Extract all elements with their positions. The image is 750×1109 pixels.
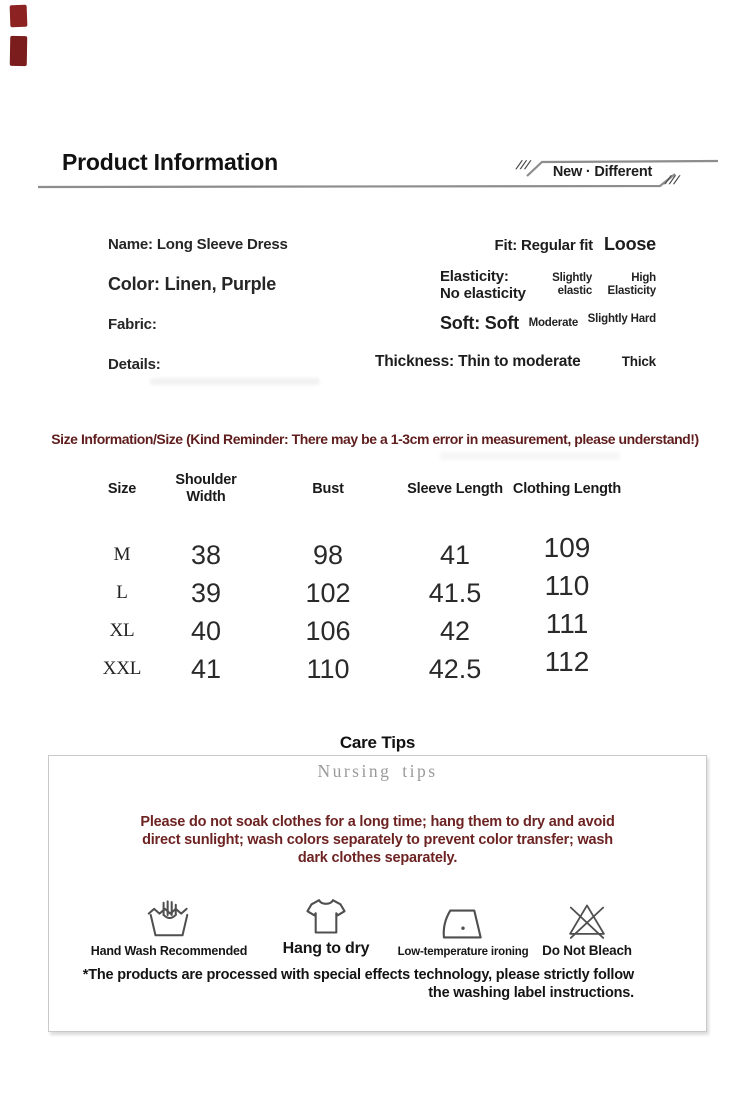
cell-shoulder: 39 xyxy=(190,577,222,608)
nursing-tips-subtitle: Nursing tips xyxy=(317,761,438,781)
attr-soft-opt2: Slightly Hard xyxy=(587,313,656,325)
attr-elasticity-opt1: Slightly elastic xyxy=(552,272,593,298)
cell-length: 109 xyxy=(543,532,591,563)
page-title: Product Information xyxy=(62,149,278,175)
attr-details: Details: xyxy=(108,356,161,373)
attr-thickness: Thickness: Thin to moderate xyxy=(375,353,581,370)
cell-sleeve: 42.5 xyxy=(428,653,482,684)
cell-size: XL xyxy=(109,620,135,641)
care-footnote-line2: the washing label instructions. xyxy=(428,985,634,1002)
cell-length: 111 xyxy=(545,608,589,639)
col-header-length: Clothing Length xyxy=(512,481,622,497)
cell-shoulder: 40 xyxy=(190,615,222,646)
cell-length: 112 xyxy=(544,646,590,677)
cell-sleeve: 42 xyxy=(439,615,471,646)
care-item-label: Hand Wash Recommended xyxy=(90,944,248,958)
ghost-smudge xyxy=(150,378,320,385)
table-row xyxy=(82,646,630,688)
cell-shoulder: 38 xyxy=(190,539,222,570)
attr-thickness-row xyxy=(375,353,656,371)
hang-dry-icon xyxy=(304,895,348,940)
cell-bust: 106 xyxy=(305,615,351,646)
corner-stamp xyxy=(10,36,28,66)
size-notice: Size Information/Size (Kind Reminder: There may be a 1-3cm error in measurement, please understand!) xyxy=(51,431,699,447)
ghost-smudge xyxy=(440,452,620,460)
col-header-size: Size xyxy=(107,481,137,497)
care-footnote xyxy=(67,966,634,1002)
cell-bust: 102 xyxy=(305,577,351,608)
attr-soft-opt1: Moderate xyxy=(528,317,579,329)
attr-elasticity-opt2: High Elasticity xyxy=(607,272,656,298)
care-warning-text: Please do not soak clothes for a long time; hang them to dry and avoid direct sunlight; wash colors separately to prevent color transfer; wash dark clothes separately. xyxy=(140,814,615,867)
care-item-hand-wash xyxy=(90,894,248,958)
slash-decoration: /// xyxy=(663,173,682,187)
care-tips-title: Care Tips xyxy=(324,733,431,753)
cell-sleeve: 41 xyxy=(439,539,471,570)
care-item-no-bleach xyxy=(512,894,662,958)
hand-wash-icon xyxy=(146,897,192,944)
new-different-badge: New · Different xyxy=(552,164,653,180)
care-item-label: Low-temperature ironing xyxy=(397,946,529,958)
attr-fabric: Fabric: xyxy=(108,316,157,333)
cell-size: M xyxy=(113,544,131,565)
care-item-hang-dry xyxy=(251,894,401,958)
attr-color: Color: Linen, Purple xyxy=(108,274,277,294)
col-header-sleeve: Sleeve Length xyxy=(407,481,503,497)
corner-stamp xyxy=(10,5,28,28)
cell-size: L xyxy=(116,582,128,603)
col-header-shoulder: Shoulder Width xyxy=(175,471,237,505)
attr-elasticity: Elasticity: No elasticity xyxy=(440,268,526,303)
size-table-header xyxy=(82,466,630,512)
care-item-label: Hang to dry xyxy=(282,940,370,957)
attr-soft-row xyxy=(440,313,656,334)
attr-thickness-extra: Thick xyxy=(621,354,656,369)
cell-sleeve: 41.5 xyxy=(428,577,482,608)
care-footnote-line1: *The products are processed with special effects technology, please strictly follow xyxy=(82,967,634,983)
slash-decoration: /// xyxy=(514,158,533,172)
cell-length: 110 xyxy=(544,570,590,601)
col-header-bust: Bust xyxy=(312,481,344,497)
cell-bust: 98 xyxy=(312,539,344,570)
no-bleach-icon xyxy=(564,898,610,943)
size-table-body xyxy=(82,532,630,688)
cell-shoulder: 41 xyxy=(190,653,222,684)
care-item-label: Do Not Bleach xyxy=(542,943,632,958)
attr-soft: Soft: Soft xyxy=(440,313,519,333)
iron-icon xyxy=(439,905,487,946)
attr-fit-extra: Loose xyxy=(603,234,656,254)
attr-fit-row xyxy=(440,234,656,255)
cell-size: XXL xyxy=(102,658,142,679)
care-tips-box xyxy=(48,733,707,1032)
attr-elasticity-row xyxy=(440,268,656,303)
attr-fit: Fit: Regular fit xyxy=(494,237,593,254)
cell-bust: 110 xyxy=(306,653,350,684)
attr-name: Name: Long Sleeve Dress xyxy=(108,236,288,253)
